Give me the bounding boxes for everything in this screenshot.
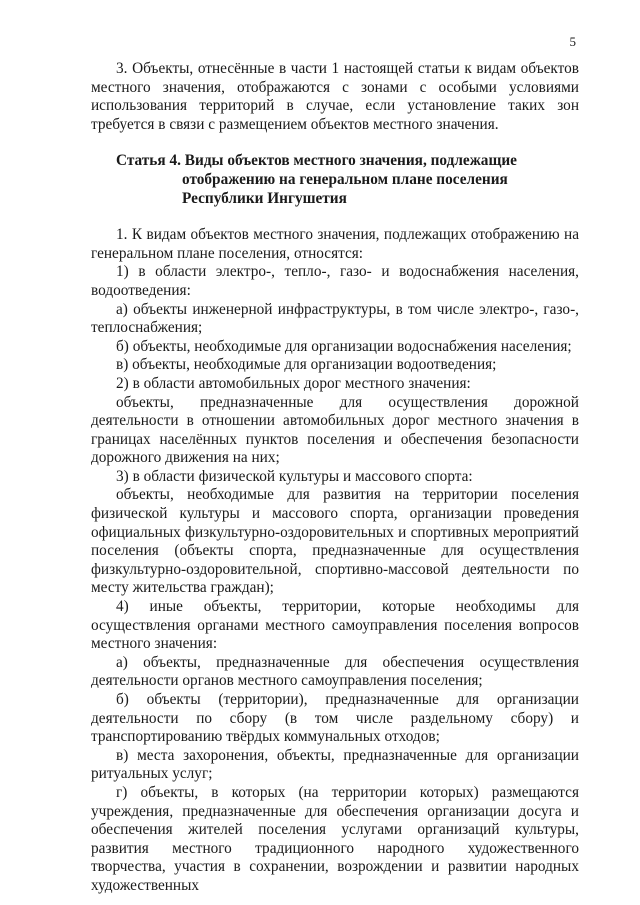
paragraph-subitem-2: 2) в области автомобильных дорог местного значения:: [116, 374, 471, 392]
paragraph-part-3: 3. Объекты, отнесённые в части 1 настоящей статьи к видам объектов местного значения, отображаются с зонами с особыми условиями использования территорий в случае, если установление таких зон требуется в связи с размещением объектов местного значения.: [91, 60, 579, 133]
paragraph-subitem-4b: б) объекты (территории), предназначенные для организации деятельности по сбору (в том числе раздельному сбору) и транспортированию твёрдых коммунальных отходов;: [91, 691, 579, 746]
paragraph-sport-objects: объекты, необходимые для развития на территории поселения физической культуры и массового спорта, организации проведения официальных физкультурно-оздоровительных и спортивных мероприятий поселения (объекты спорта, предназначенные для осуществления физкультурно-оздоровительной, спортивно-массовой деятельности по месту жительства граждан);: [91, 486, 579, 597]
paragraph-subitem-3: 3) в области физической культуры и массового спорта:: [116, 467, 473, 485]
paragraph-subitem-1b: б) объекты, необходимые для организации водоснабжения населения;: [116, 337, 572, 355]
article-heading-line-1: Статья 4. Виды объектов местного значения, подлежащие: [116, 152, 517, 170]
paragraph-subitem-1c: в) объекты, необходимые для организации водоотведения;: [116, 356, 497, 374]
paragraph-subitem-1a: а) объекты инженерной инфраструктуры, в том числе электро-, газо-, теплоснабжения;: [91, 300, 579, 337]
paragraph-subitem-4a: а) объекты, предназначенные для обеспечения осуществления деятельности органов местного самоуправления поселения;: [91, 653, 579, 690]
paragraph-subitem-4d: г) объекты, в которых (на территории которых) размещаются учреждения, предназначенные для обеспечения организации досуга и обеспечения жителей поселения услугами организаций культуры, развития местного традиционного народного художественного творчества, участия в сохранении, возрождении и развитии народных художественных: [91, 783, 579, 894]
article-heading-line-2: отображению на генеральном плане поселения: [182, 170, 508, 188]
paragraph-subitem-4c: в) места захоронения, объекты, предназначенные для организации ритуальных услуг;: [91, 746, 579, 783]
document-body: [91, 60, 579, 896]
page-number: 5: [569, 34, 576, 49]
paragraph-item-1: 1. К видам объектов местного значения, подлежащих отображению на генеральном плане поселения, относятся:: [91, 226, 579, 262]
article-heading-line-3: Республики Ингушетия: [182, 189, 347, 207]
article-4-heading: [91, 152, 579, 208]
paragraph-subitem-1: 1) в области электро-, тепло-, газо- и водоснабжения населения, водоотведения:: [91, 263, 579, 299]
paragraph-subitem-4: 4) иные объекты, территории, которые необходимы для осуществления органами местного самоуправления поселения вопросов местного значения:: [91, 598, 579, 653]
paragraph-roads-objects: объекты, предназначенные для осуществления дорожной деятельности в отношении автомобильных дорог местного значения в границах населённых пунктов поселения и обеспечения безопасности дорожного движения на них;: [91, 393, 579, 467]
